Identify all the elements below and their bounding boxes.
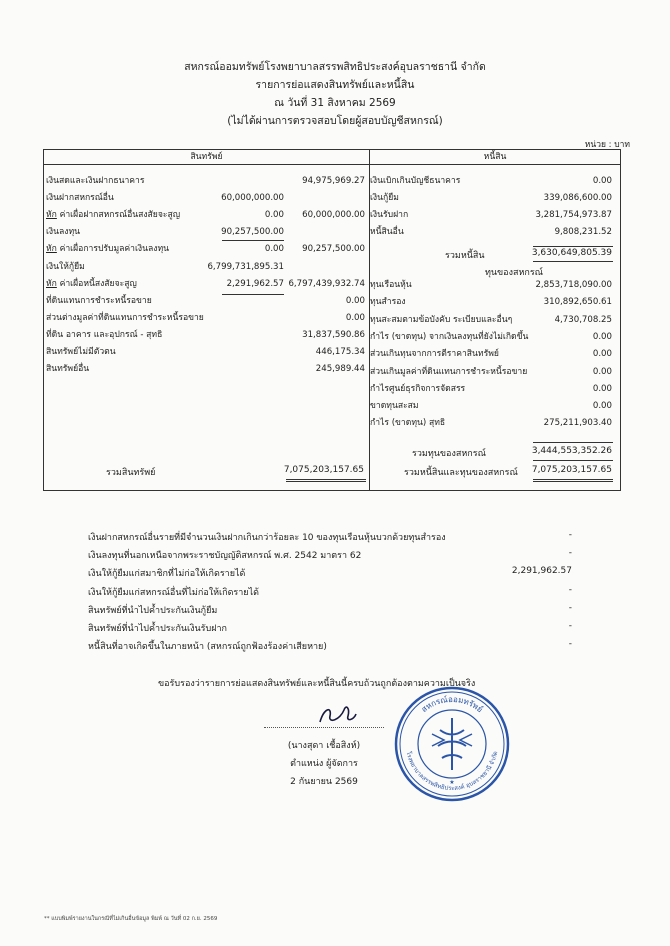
- asset-row-text: สินทรัพย์อื่น: [46, 364, 90, 375]
- note-label: เงินให้กู้ยืมแก่สหกรณ์อื่นที่ไม่ก่อให้เกิดรายได้: [88, 587, 259, 598]
- equity-row-label: กำไรศูนย์ธุรกิจการจัดสรร: [370, 383, 466, 394]
- rule-assets-total-1: [286, 479, 366, 480]
- asset-row-label: [46, 330, 162, 341]
- asset-row-text: ค่าเผื่อการปรับมูลค่าเงินลงทุน: [56, 244, 170, 255]
- asset-row-label: [46, 347, 116, 358]
- rule-liab-bottom: [533, 261, 613, 262]
- rule-assets-total-2: [286, 481, 366, 482]
- liability-row-label: เงินกู้ยืม: [370, 193, 399, 204]
- rule-invest: [222, 240, 284, 241]
- asset-row-subvalue: 2,291,962.57: [226, 278, 284, 289]
- assets-total-value: 7,075,203,157.65: [283, 465, 364, 475]
- asset-row-label: [46, 262, 85, 273]
- asset-row-value: 0.00: [345, 295, 365, 306]
- asset-row-prefix: หัก: [46, 244, 57, 255]
- equity-row-value: 275,211,903.40: [543, 418, 612, 429]
- liability-row-label: เงินเบิกเกินบัญชีธนาคาร: [370, 176, 461, 186]
- asset-row-subvalue: 6,799,731,895.31: [207, 261, 284, 272]
- signature-mark: [310, 700, 360, 730]
- asset-row-value: 31,837,590.86: [302, 329, 365, 340]
- equity-total-value: 3,444,553,352.26: [531, 446, 612, 456]
- asset-row-value: 0.00: [345, 312, 365, 323]
- asset-row-label: [46, 244, 169, 255]
- asset-row-subvalue: 90,257,500.00: [221, 227, 284, 238]
- equity-row-label: ทุนสำรอง: [370, 297, 406, 308]
- asset-row-text: ที่ดินแทนการชำระหนี้รอขาย: [46, 295, 152, 306]
- rule-eq-bottom: [533, 460, 613, 461]
- grand-total-value: 7,075,203,157.65: [531, 465, 612, 475]
- footer-note: ** แบบพิมพ์รายงานในกรณีที่ไม่เกินอื่นข้อมูล พิมพ์ ณ วันที่ 02 ก.ย. 2569: [44, 916, 218, 922]
- note-value: -: [568, 639, 572, 650]
- equity-row-value: 0.00: [592, 349, 612, 360]
- equity-row-value: 0.00: [592, 366, 612, 377]
- note-value: -: [568, 584, 572, 595]
- assets-total-label: รวมสินทรัพย์: [106, 468, 156, 478]
- liability-row-label: เงินรับฝาก: [370, 210, 409, 221]
- asset-row-subvalue: 0.00: [264, 244, 284, 255]
- cooperative-seal: [392, 684, 512, 804]
- asset-row-label: [46, 210, 180, 221]
- note-value: -: [568, 621, 572, 631]
- signature-date: 2 กันยายน 2569: [290, 777, 358, 787]
- rule-grand-2: [533, 481, 613, 482]
- note-label: สินทรัพย์ที่นำไปค้ำประกันเงินกู้ยืม: [88, 605, 218, 616]
- signer-name: (นางสุดา เชื้อสิงห์): [287, 741, 361, 751]
- note-value: -: [568, 602, 572, 613]
- equity-row-value: 2,853,718,090.00: [535, 280, 612, 290]
- equity-row-label: ทุนสะสมตามข้อบังคับ ระเบียบและอื่นๆ: [370, 314, 513, 325]
- asset-row-label: [46, 227, 80, 238]
- equity-row-value: 0.00: [592, 331, 612, 342]
- asset-row-text: เงินสดและเงินฝากธนาคาร: [46, 176, 145, 186]
- note-value: -: [568, 548, 572, 559]
- liability-row-label: หนี้สินอื่น: [370, 227, 404, 238]
- asset-row-label: [46, 279, 137, 290]
- asset-row-text: ค่าเผื่อฝากสหกรณ์อื่นสงสัยจะสูญ: [56, 210, 181, 221]
- asset-row-text: ส่วนต่างมูลค่าที่ดินแทนการชำระหนี้รอขาย: [46, 312, 204, 323]
- asset-row-label: [46, 313, 204, 324]
- liability-row-value: 0.00: [592, 176, 612, 186]
- note-label: เงินฝากสหกรณ์อื่นรายที่มีจำนวนเงินฝากเกินกว่าร้อยละ 10 ของทุนเรือนหุ้นบวกด้วยทุนสำรอง: [88, 533, 446, 543]
- unit-label: หน่วย : บาท: [584, 140, 630, 150]
- asset-row-text: เงินฝากสหกรณ์อื่น: [46, 193, 114, 204]
- liability-row-value: 9,808,231.52: [554, 227, 612, 238]
- note-label: หนี้สินที่อาจเกิดขึ้นในภายหน้า (สหกรณ์ถูกฟ้องร้องค่าเสียหาย): [88, 642, 327, 653]
- note-label: เงินลงทุนที่นอกเหนือจากพระราชบัญญัติสหกรณ์ พ.ศ. 2542 มาตรา 62: [88, 551, 362, 562]
- liabilities-total-label: รวมหนี้สิน: [445, 251, 485, 261]
- seal-text-top: สหกรณ์ออมทรัพย์: [419, 694, 485, 715]
- equity-row-label: ทุนเรือนหุ้น: [370, 280, 412, 290]
- equity-row-label: กำไร (ขาดทุน) สุทธิ: [370, 418, 446, 429]
- equity-heading: ทุนของสหกรณ์: [484, 268, 544, 278]
- note-value: -: [568, 530, 572, 540]
- certification-text: ขอรับรองว่ารายการย่อแสดงสินทรัพย์และหนี้สินนี้ครบถ้วนถูกต้องตามความเป็นจริง: [158, 679, 476, 689]
- signer-position: ตำแหน่ง ผู้จัดการ: [290, 759, 358, 769]
- asset-row-value: 245,989.44: [315, 364, 365, 375]
- note-value: 2,291,962.57: [511, 566, 572, 577]
- report-title: รายการย่อแสดงสินทรัพย์และหนี้สิน: [255, 79, 415, 91]
- note-label: เงินให้กู้ยืมแก่สมาชิกที่ไม่ก่อให้เกิดรายได้: [88, 569, 246, 580]
- asset-row-text: สินทรัพย์ไม่มีตัวตน: [46, 347, 116, 357]
- asset-row-text: ค่าเผื่อหนี้สงสัยจะสูญ: [56, 278, 137, 289]
- liability-row-value: 339,086,600.00: [543, 193, 612, 204]
- svg-text:★: ★: [449, 779, 455, 786]
- rule-liab-top: [533, 246, 613, 247]
- signature-line: [264, 727, 384, 728]
- asset-row-value: 94,975,969.27: [302, 176, 365, 186]
- org-title: สหกรณ์ออมทรัพย์โรงพยาบาลสรรพสิทธิประสงค์อุบลราชธานี จำกัด: [184, 61, 486, 73]
- asset-row-label: [46, 176, 144, 187]
- asset-row-value: 60,000,000.00: [302, 210, 365, 221]
- asset-row-text: เงินให้กู้ยืม: [46, 261, 85, 272]
- report-date: ณ วันที่ 31 สิงหาคม 2569: [274, 97, 396, 109]
- asset-row-label: [46, 193, 114, 204]
- equity-row-label: ส่วนเกินทุนจากการตีราคาสินทรัพย์: [370, 349, 499, 360]
- audit-note: (ไม่ได้ผ่านการตรวจสอบโดยผู้สอบบัญชีสหกรณ์): [227, 115, 443, 127]
- equity-row-value: 0.00: [592, 401, 612, 412]
- grand-total-label: รวมหนี้สินและทุนของสหกรณ์: [404, 468, 518, 478]
- asset-row-value: 6,797,439,932.74: [288, 278, 365, 289]
- equity-row-label: กำไร (ขาดทุน) จากเงินลงทุนที่ยังไม่เกิดขึ้น: [370, 331, 529, 342]
- equity-row-value: 0.00: [592, 383, 612, 394]
- equity-row-label: ส่วนเกินมูลค่าที่ดินแทนการชำระหนี้รอขาย: [370, 366, 528, 377]
- asset-row-value: 90,257,500.00: [302, 244, 365, 255]
- rule-eq-top: [533, 442, 613, 443]
- asset-row-label: [46, 364, 89, 375]
- rule-grand-1: [533, 479, 613, 480]
- asset-row-text: เงินลงทุน: [46, 227, 81, 238]
- asset-row-subvalue: 60,000,000.00: [221, 193, 284, 204]
- asset-row-prefix: หัก: [46, 210, 57, 221]
- asset-row-text: ที่ดิน อาคาร และอุปกรณ์ - สุทธิ: [46, 329, 163, 340]
- rule-loan: [222, 294, 284, 295]
- equity-row-value: 4,730,708.25: [554, 314, 612, 325]
- seal-text-bottom: โรงพยาบาลสรรพสิทธิประสงค์ อุบลราชธานี จำกัด: [404, 750, 500, 793]
- assets-heading: สินทรัพย์: [190, 152, 223, 162]
- asset-row-subvalue: 0.00: [264, 210, 284, 221]
- liabilities-heading: หนี้สิน: [483, 152, 507, 162]
- asset-row-label: [46, 296, 152, 307]
- asset-row-prefix: หัก: [46, 278, 57, 289]
- note-label: สินทรัพย์ที่นำไปค้ำประกันเงินรับฝาก: [88, 624, 227, 634]
- liability-row-value: 3,281,754,973.87: [535, 210, 612, 221]
- equity-row-value: 310,892,650.61: [543, 297, 612, 308]
- asset-row-value: 446,175.34: [315, 347, 365, 357]
- heading-divider: [44, 164, 620, 165]
- equity-row-label: ขาดทุนสะสม: [370, 401, 419, 412]
- liabilities-total-value: 3,630,649,805.39: [531, 248, 612, 258]
- equity-total-label: รวมทุนของสหกรณ์: [412, 449, 486, 459]
